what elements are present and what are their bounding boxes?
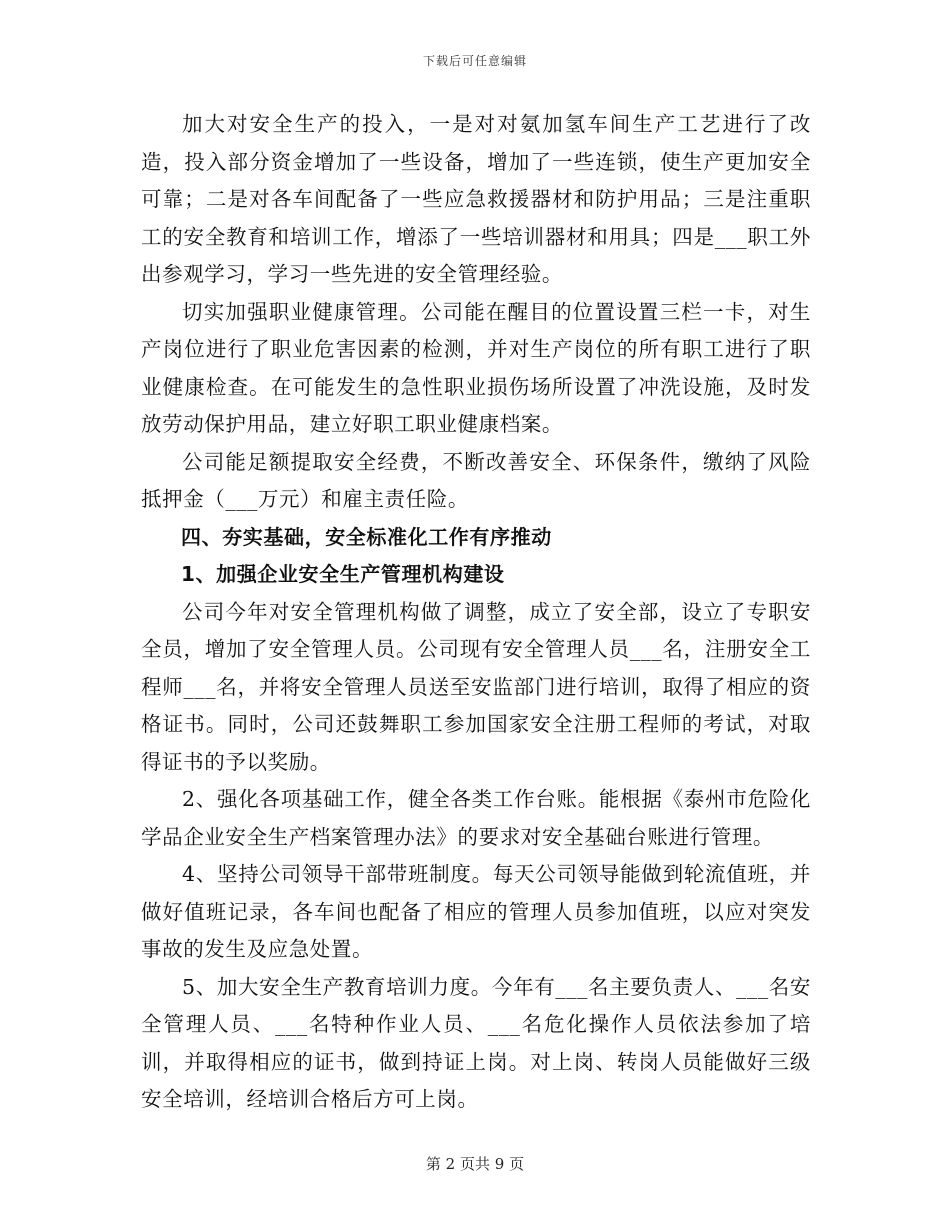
paragraph-leader-duty-system: 4、坚持公司领导干部带班制度。每天公司领导能做到轮流值班，并做好值班记录，各车间也配备了相应的管理人员参加值班，以应对突发事故的发生及应急处置。 <box>141 862 811 961</box>
page-header: 下载后可任意编辑 <box>422 54 527 68</box>
paragraph-safety-funds: 公司能足额提取安全经费，不断改善安全、环保条件，缴纳了风险抵押金（___万元）和雇主责任险。 <box>141 449 811 511</box>
paragraph-management-structure: 公司今年对安全管理机构做了调整，成立了安全部，设立了专职安全员，增加了安全管理人员。公司现有安全管理人员___名，注册安全工程师___名，并将安全管理人员送至安监部门进行培训，取得了相应的资格证书。同时，公司还鼓舞职工参加国家安全注册工程师的考试，对取得证书的予以奖励。 <box>141 599 811 774</box>
paragraph-basic-work-ledger: 2、强化各项基础工作，健全各类工作台账。能根据《泰州市危险化学品企业安全生产档案管理办法》的要求对安全基础台账进行管理。 <box>141 787 811 849</box>
page-number: 第 2 页共 9 页 <box>425 1155 525 1173</box>
paragraph-safety-investment: 加大对安全生产的投入，一是对对氨加氢车间生产工艺进行了改造，投入部分资金增加了一些设备，增加了一些连锁，使生产更加安全可靠；二是对各车间配备了一些应急救援器材和防护用品；三是注重职工的安全教育和培训工作，增添了一些培训器材和用具；四是___职工外出参观学习，学习一些先进的安全管理经验。 <box>141 112 811 286</box>
subsection-heading-1: 1、加强企业安全生产管理机构建设 <box>181 562 505 586</box>
document-body <box>141 106 811 1119</box>
paragraph-occupational-health: 切实加强职业健康管理。公司能在醒目的位置设置三栏一卡，对生产岗位进行了职业危害因素的检测，并对生产岗位的所有职工进行了职业健康检查。在可能发生的急性职业损伤场所设置了冲洗设施，及时发放劳动保护用品，建立好职工职业健康档案。 <box>141 299 811 436</box>
paragraph-training: 5、加大安全生产教育培训力度。今年有___名主要负责人、___名安全管理人员、___名特种作业人员、___名危化操作人员依法参加了培训，并取得相应的证书，做到持证上岗。对上岗、转岗人员能做好三级安全培训，经培训合格后方可上岗。 <box>141 974 811 1111</box>
section-heading-4: 四、夯实基础，安全标准化工作有序推动 <box>181 524 552 549</box>
